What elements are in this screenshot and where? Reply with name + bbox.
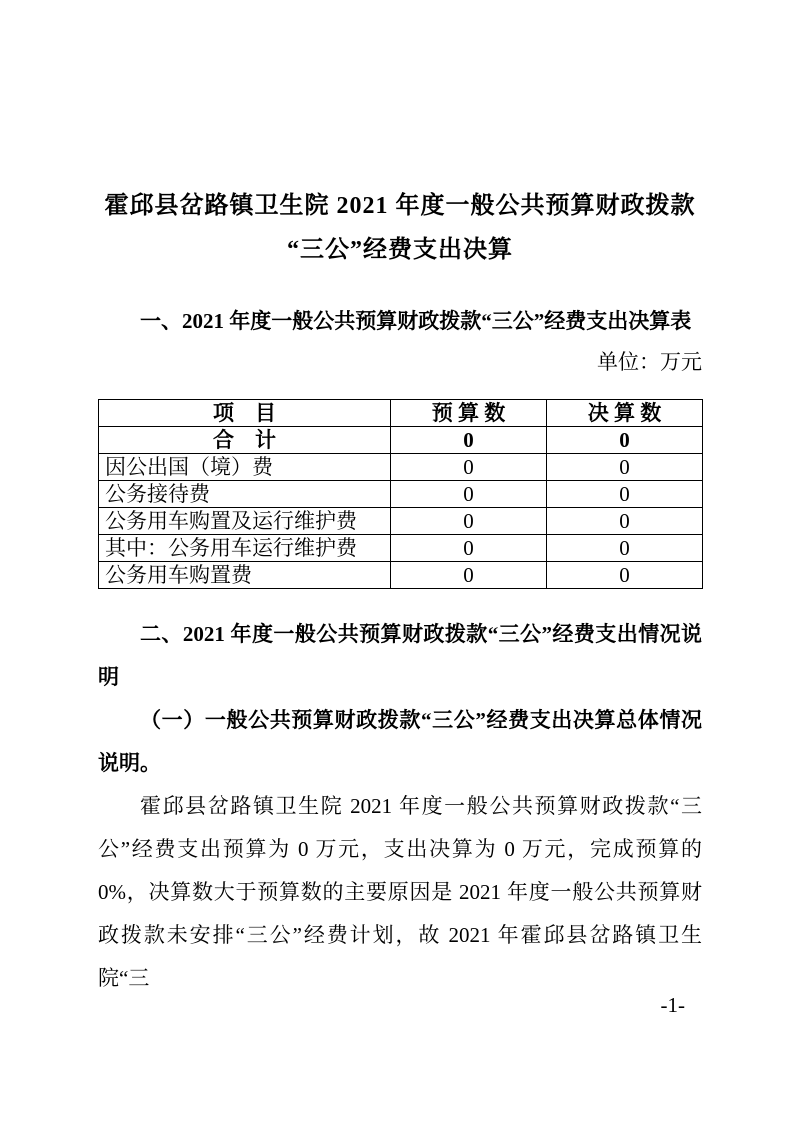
- page-content: [98, 0, 702, 1000]
- table-cell-item: 其中：公务用车运行维护费: [99, 535, 391, 562]
- document-title: [98, 184, 702, 272]
- table-header-row: [99, 400, 703, 427]
- table-cell-item: 公务用车购置及运行维护费: [99, 508, 391, 535]
- table-header-budget: 预 算 数: [391, 400, 547, 427]
- table-cell-item: 公务接待费: [99, 481, 391, 508]
- section2-heading: 二、2021 年度一般公共预算财政拨款“三公”经费支出情况说明: [98, 622, 702, 689]
- table-cell-item: 因公出国（境）费: [99, 454, 391, 481]
- table-row-vehicle-total: [99, 508, 703, 535]
- title-line-2: “三公”经费支出决算: [287, 237, 513, 263]
- table-row-reception-fee: [99, 481, 703, 508]
- section2-subheading: （一）一般公共预算财政拨款“三公”经费支出决算总体情况说明。: [98, 708, 702, 775]
- table-cell-item: 合 计: [99, 427, 391, 454]
- table-header-final: 决 算 数: [547, 400, 703, 427]
- page-number: -1-: [660, 993, 685, 1017]
- table-cell-budget: 0: [391, 427, 547, 454]
- table-row-abroad-fee: [99, 454, 703, 481]
- table-cell-budget: 0: [391, 454, 547, 481]
- table-cell-final: 0: [547, 562, 703, 589]
- title-line-1: 霍邱县岔路镇卫生院 2021 年度一般公共预算财政拨款: [104, 193, 696, 219]
- table-cell-final: 0: [547, 427, 703, 454]
- table-row-vehicle-operation: [99, 535, 703, 562]
- section1-heading: 一、2021 年度一般公共预算财政拨款“三公”经费支出决算表: [140, 309, 692, 333]
- table-cell-final: 0: [547, 454, 703, 481]
- table-cell-budget: 0: [391, 508, 547, 535]
- table-cell-final: 0: [547, 535, 703, 562]
- table-cell-budget: 0: [391, 481, 547, 508]
- table-row-total: [99, 427, 703, 454]
- body-paragraph: 霍邱县岔路镇卫生院 2021 年度一般公共预算财政拨款“三公”经费支出预算为 0 万元，支出决算为 0 万元，完成预算的 0%，决算数大于预算数的主要原因是 2021 年度一般公共预算财政拨款未安排“三公”经费计划，故 2021 年霍邱县岔路镇卫生院“三: [98, 794, 702, 990]
- unit-label: 单位：万元: [597, 350, 702, 374]
- table-row-vehicle-purchase: [99, 562, 703, 589]
- table-cell-final: 0: [547, 481, 703, 508]
- table-cell-final: 0: [547, 508, 703, 535]
- budget-table: [98, 399, 703, 589]
- table-header-item: 项 目: [99, 400, 391, 427]
- table-cell-budget: 0: [391, 562, 547, 589]
- table-cell-budget: 0: [391, 535, 547, 562]
- table-cell-item: 公务用车购置费: [99, 562, 391, 589]
